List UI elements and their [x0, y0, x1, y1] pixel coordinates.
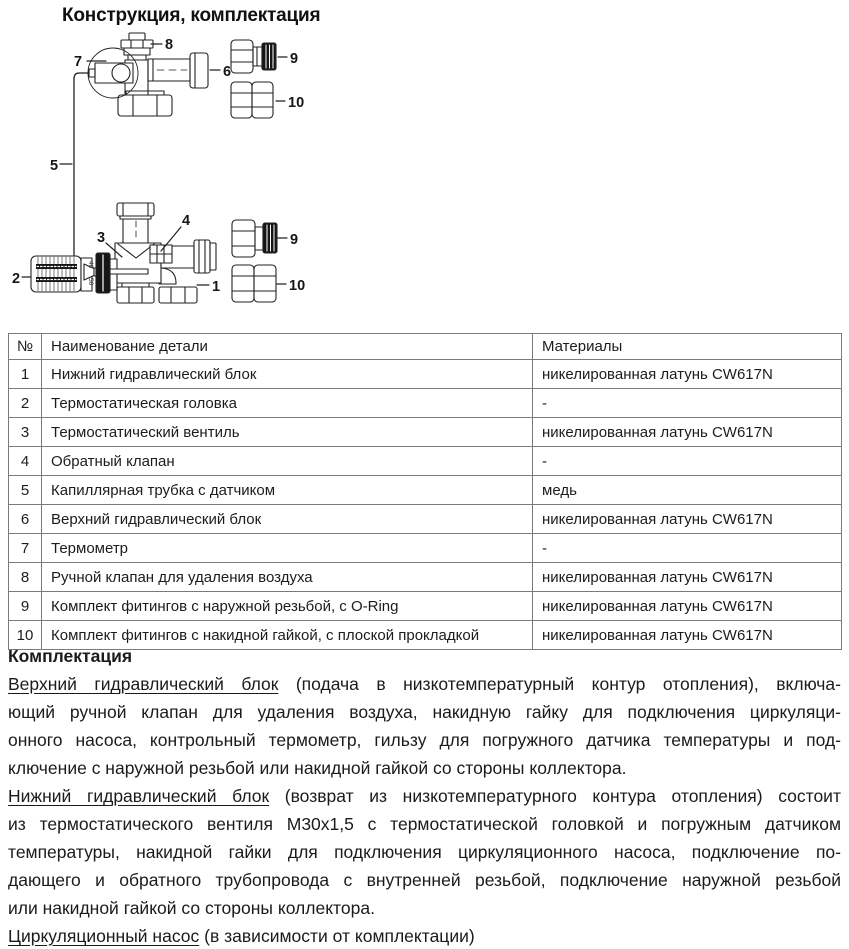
callout-2: 2	[12, 271, 21, 287]
line-text: онного насоса, контрольный термометр, гильзу для погружного датчика температуры и под-	[8, 730, 841, 750]
paragraph-line	[8, 726, 841, 754]
thermometer-icon	[88, 48, 138, 98]
line-text: или накидной гайкой со стороны коллектора.	[8, 898, 375, 918]
line-text: температуры, накидной гайки для подключения циркуляционного насоса, подключение по-	[8, 842, 841, 862]
cell-name: Комплект фитингов с наружной резьбой, с O-Ring	[42, 592, 533, 621]
underlined-term: Верхний гидравлический блок	[8, 674, 279, 694]
cell-name: Капиллярная трубка с датчиком	[42, 476, 533, 505]
fitting-union-nut-icon	[232, 265, 276, 302]
paragraph-line	[8, 782, 841, 810]
cell-num: 5	[9, 476, 42, 505]
parts-table	[8, 333, 842, 650]
line-text: ющий ручной клапан для удаления воздуха, накидную гайку для подключения циркуляци-	[8, 702, 841, 722]
header-num: №	[9, 334, 42, 360]
paragraph-line	[8, 866, 841, 894]
paragraph-line	[8, 894, 841, 922]
cell-material: -	[533, 389, 842, 418]
cell-name: Ручной клапан для удаления воздуха	[42, 563, 533, 592]
cell-material: никелированная латунь CW617N	[533, 418, 842, 447]
cell-num: 8	[9, 563, 42, 592]
cell-material: -	[533, 447, 842, 476]
cell-name: Термостатическая головка	[42, 389, 533, 418]
section-heading: Комплектация	[8, 646, 133, 666]
header-material: Материалы	[533, 334, 842, 360]
callout-9: 9	[290, 232, 299, 248]
cell-material: никелированная латунь CW617N	[533, 360, 842, 389]
cell-num: 4	[9, 447, 42, 476]
paragraph-line	[8, 922, 841, 949]
line-text: (возврат из низкотемпературного контура отопления) состоит	[269, 786, 841, 806]
line-text: из термостатического вентиля М30х1,5 с термостатической головкой и погружным датчиком	[8, 814, 841, 834]
callout-10: 10	[289, 278, 306, 294]
callout-3: 3	[97, 230, 106, 246]
head-scale-40: 40	[87, 261, 94, 269]
callout-6: 6	[223, 64, 232, 80]
table-row	[9, 360, 842, 389]
capillary-tube-icon	[74, 73, 89, 256]
fitting-male-oring-icon	[231, 40, 276, 73]
table-row	[9, 389, 842, 418]
line-text: ключение с наружной резьбой или накидной гайкой со стороны коллектора.	[8, 758, 627, 778]
callout-5: 5	[50, 158, 59, 174]
table-row	[9, 418, 842, 447]
check-valve-icon	[150, 245, 172, 263]
cell-num: 6	[9, 505, 42, 534]
cell-num: 3	[9, 418, 42, 447]
callout-10: 10	[288, 95, 305, 111]
paragraph-line	[8, 754, 841, 782]
cell-material: никелированная латунь CW617N	[533, 505, 842, 534]
table-row	[9, 534, 842, 563]
line-text: дающего и обратного трубопровода с внутренней резьбой, подключение наружной резьбой	[8, 870, 841, 890]
line-text: (подача в низкотемпературный контур отопления), включа-	[278, 674, 841, 694]
table-row	[9, 447, 842, 476]
table-row	[9, 476, 842, 505]
underlined-term: Нижний гидравлический блок	[8, 786, 270, 806]
cell-num: 7	[9, 534, 42, 563]
air-vent-valve-icon	[121, 33, 153, 60]
fitting-male-oring-icon	[232, 220, 277, 257]
cell-material: никелированная латунь CW617N	[533, 563, 842, 592]
komplektacia-section	[8, 644, 841, 949]
cell-name: Комплект фитингов с накидной гайкой, с плоской прокладкой	[42, 621, 533, 650]
paragraph-line	[8, 698, 841, 726]
cell-name: Термометр	[42, 534, 533, 563]
paragraph-line	[8, 670, 841, 698]
cell-material: медь	[533, 476, 842, 505]
cell-num: 10	[9, 621, 42, 650]
head-scale-50: 50	[87, 278, 94, 286]
callout-8: 8	[165, 37, 174, 53]
cell-name: Термостатический вентиль	[42, 418, 533, 447]
cell-num: 1	[9, 360, 42, 389]
cell-name: Нижний гидравлический блок	[42, 360, 533, 389]
table-row	[9, 505, 842, 534]
callout-9: 9	[290, 51, 299, 67]
table-row	[9, 592, 842, 621]
page-title: Конструкция, комплектация	[62, 5, 321, 26]
paragraph-line	[8, 810, 841, 838]
callout-1: 1	[212, 279, 221, 295]
cell-material: никелированная латунь CW617N	[533, 592, 842, 621]
assembly-diagram	[0, 0, 320, 333]
cell-num: 2	[9, 389, 42, 418]
paragraph-line	[8, 838, 841, 866]
cell-num: 9	[9, 592, 42, 621]
underlined-term: Циркуляционный насос	[8, 926, 200, 946]
fitting-union-nut-icon	[231, 82, 273, 118]
callout-4: 4	[182, 213, 191, 229]
line-text: (в зависимости от комплектации)	[199, 926, 475, 946]
flange-icon	[190, 53, 208, 88]
cell-name: Обратный клапан	[42, 447, 533, 476]
table-row	[9, 563, 842, 592]
table-header-row	[9, 334, 842, 360]
cell-material: -	[533, 534, 842, 563]
section-paragraphs	[8, 670, 841, 949]
cell-name: Верхний гидравлический блок	[42, 505, 533, 534]
callout-7: 7	[74, 54, 83, 70]
header-name: Наименование детали	[42, 334, 533, 360]
cell-material: никелированная латунь CW617N	[533, 621, 842, 650]
